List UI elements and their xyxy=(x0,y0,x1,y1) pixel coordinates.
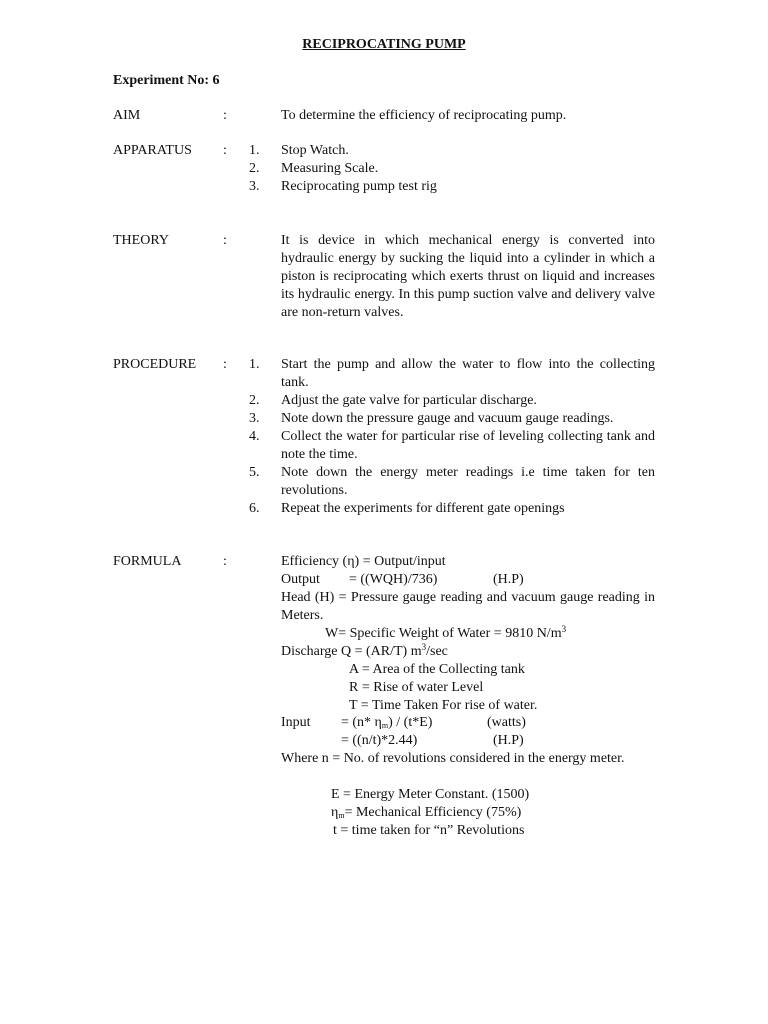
input-eq-part: ) / (t*E) xyxy=(388,715,433,730)
aim-label: AIM xyxy=(113,108,141,123)
theory-colon: : xyxy=(223,233,227,248)
procedure-step-number: 1. xyxy=(249,357,260,372)
specific-weight-definition xyxy=(325,625,566,643)
apparatus-item-number: 1. xyxy=(249,143,260,158)
apparatus-item: Stop Watch. xyxy=(281,143,349,158)
procedure-step-number: 2. xyxy=(249,393,260,408)
input-unit-hp: (H.P) xyxy=(493,733,524,748)
specific-weight-text: W= Specific Weight of Water = 9810 N/m xyxy=(325,626,562,641)
procedure-step-number: 4. xyxy=(249,429,260,444)
aim-text: To determine the efficiency of reciprocating pump. xyxy=(281,108,567,123)
procedure-step-number: 5. xyxy=(249,465,260,480)
apparatus-colon: : xyxy=(223,143,227,158)
rise-definition: R = Rise of water Level xyxy=(349,680,484,695)
experiment-number: Experiment No: 6 xyxy=(113,73,220,88)
apparatus-item: Reciprocating pump test rig xyxy=(281,179,437,194)
theory-label: THEORY xyxy=(113,233,169,248)
area-definition: A = Area of the Collecting tank xyxy=(349,662,525,677)
discharge-formula xyxy=(281,643,448,661)
mechanical-efficiency-text: = Mechanical Efficiency (75%) xyxy=(344,805,522,820)
procedure-label: PROCEDURE xyxy=(113,357,197,372)
discharge-unit: /sec xyxy=(426,644,448,659)
time-definition: T = Time Taken For rise of water. xyxy=(349,698,538,713)
discharge-text: Discharge Q = (AR/T) m xyxy=(281,644,422,659)
procedure-step-number: 3. xyxy=(249,411,260,426)
aim-colon: : xyxy=(223,108,227,123)
formula-label: FORMULA xyxy=(113,554,182,569)
apparatus-item: Measuring Scale. xyxy=(281,161,379,176)
time-for-revolutions: t = time taken for “n” Revolutions xyxy=(333,823,525,838)
energy-meter-constant: E = Energy Meter Constant. (1500) xyxy=(331,787,530,802)
head-definition: Head (H) = Pressure gauge reading and vacuum gauge reading in Meters. xyxy=(281,590,655,623)
input-eq-part: = (n* η xyxy=(341,715,382,730)
output-label: Output xyxy=(281,572,320,587)
eta-symbol: η xyxy=(331,805,339,820)
procedure-step: Collect the water for particular rise of leveling collecting tank and note the time. xyxy=(281,429,655,462)
document-title: RECIPROCATING PUMP xyxy=(302,37,466,52)
output-unit: (H.P) xyxy=(493,572,524,587)
apparatus-item-number: 2. xyxy=(249,161,260,176)
procedure-step: Repeat the experiments for different gate openings xyxy=(281,501,565,516)
procedure-step: Start the pump and allow the water to flow into the collecting tank. xyxy=(281,357,655,390)
procedure-step: Note down the pressure gauge and vacuum gauge readings. xyxy=(281,411,614,426)
theory-paragraph: It is device in which mechanical energy is converted into hydraulic energy by sucking the liquid into a cylinder in which a piston is reciprocating which exerts thrust on liquid and increases its hydraulic energy. In this pump suction valve and delivery valve are non-return valves. xyxy=(281,233,655,320)
apparatus-label: APPARATUS xyxy=(113,143,192,158)
subscript: m xyxy=(381,721,389,730)
input-equation xyxy=(341,714,432,732)
input-label: Input xyxy=(281,715,311,730)
superscript: 3 xyxy=(421,642,427,652)
subscript: m xyxy=(338,811,345,820)
efficiency-formula: Efficiency (η) = Output/input xyxy=(281,554,446,569)
theory-text xyxy=(281,232,655,322)
output-equation: = ((WQH)/736) xyxy=(349,572,438,587)
superscript: 3 xyxy=(561,624,567,634)
apparatus-item-number: 3. xyxy=(249,179,260,194)
where-definition: Where n = No. of revolutions considered in the energy meter. xyxy=(281,751,625,766)
procedure-step: Adjust the gate valve for particular discharge. xyxy=(281,393,537,408)
mechanical-efficiency xyxy=(331,804,521,822)
procedure-step-number: 6. xyxy=(249,501,260,516)
input-unit: (watts) xyxy=(487,715,526,730)
procedure-colon: : xyxy=(223,357,227,372)
procedure-step: Note down the energy meter readings i.e time taken for ten revolutions. xyxy=(281,465,655,498)
formula-colon: : xyxy=(223,554,227,569)
input-equation-hp: = ((n/t)*2.44) xyxy=(341,733,418,748)
